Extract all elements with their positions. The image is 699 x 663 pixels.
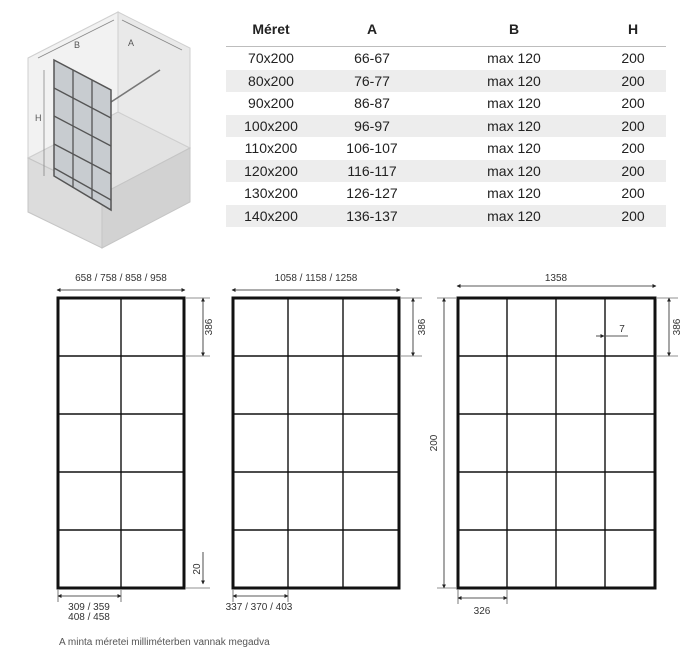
- drawing1-bottom-label: 20: [192, 563, 203, 575]
- drawing2-frame: [233, 298, 399, 588]
- shower-isometric-illustration: [22, 8, 197, 250]
- cell-h: 200: [621, 95, 645, 112]
- cell-b: max 120: [487, 185, 541, 202]
- drawing2-width-label: 1058 / 1158 / 1258: [274, 273, 358, 284]
- cell-b: max 120: [428, 70, 600, 93]
- size-table: [226, 12, 666, 227]
- cell-a: 96-97: [316, 115, 428, 138]
- drawing3-height-label: 200: [429, 434, 440, 452]
- cell-b: max 120: [487, 50, 541, 67]
- iso-label-b: B: [74, 40, 81, 50]
- table-row: [226, 115, 666, 138]
- header-h: H: [600, 12, 666, 47]
- table-header-row: [226, 12, 666, 47]
- cell-h: 200: [600, 160, 666, 183]
- cell-h: 200: [621, 185, 645, 202]
- cell-b: max 120: [428, 205, 600, 228]
- cell-b: max 120: [487, 140, 541, 157]
- cell-h: 200: [621, 50, 645, 67]
- cell-h: 200: [621, 140, 645, 157]
- cell-a: 86-87: [354, 95, 390, 112]
- cell-size: 110x200: [244, 140, 298, 157]
- table-row: [226, 47, 666, 70]
- header-a: A: [316, 12, 428, 47]
- header-b: B: [428, 12, 600, 47]
- drawing3-width-label: 1358: [544, 273, 568, 284]
- drawing1-col-label-1: 309 / 359: [68, 602, 110, 613]
- cell-a: 116-117: [316, 160, 428, 183]
- measurement-note: A minta méretei milliméterben vannak megadva: [59, 637, 270, 648]
- drawing-1: [57, 273, 215, 623]
- cell-size: 140x200: [226, 205, 316, 228]
- iso-label-h: H: [35, 113, 42, 123]
- drawing2-col-label: 337 / 370 / 403: [225, 602, 293, 613]
- table-row: [226, 70, 666, 93]
- cell-size: 80x200: [226, 70, 316, 93]
- cell-h: 200: [600, 115, 666, 138]
- cell-a: 66-67: [354, 50, 390, 67]
- drawing3-frame-label: 7: [619, 324, 625, 335]
- cell-a: 136-137: [316, 205, 428, 228]
- cell-b: max 120: [428, 160, 600, 183]
- table-row: [226, 137, 666, 160]
- table-row: [226, 205, 666, 228]
- drawing3-top-label: 386: [672, 318, 683, 336]
- cell-size: 130x200: [244, 185, 298, 202]
- cell-size: 90x200: [248, 95, 294, 112]
- drawing-2: [226, 273, 428, 613]
- iso-label-a: A: [128, 38, 135, 48]
- table-row: [226, 182, 666, 205]
- drawing3-col-label: 326: [473, 606, 491, 617]
- cell-size: 70x200: [248, 50, 294, 67]
- drawing1-width-label: 658 / 758 / 858 / 958: [75, 273, 167, 284]
- drawing1-col-label-2: 408 / 458: [68, 612, 110, 623]
- cell-a: 106-107: [346, 140, 398, 157]
- cell-b: max 120: [428, 115, 600, 138]
- cell-h: 200: [600, 205, 666, 228]
- technical-drawings: [0, 262, 699, 634]
- cell-size: 120x200: [226, 160, 316, 183]
- header-meret: Méret: [226, 12, 316, 47]
- drawing1-top-label: 386: [204, 318, 215, 336]
- table-row: [226, 92, 666, 115]
- drawing-3: [429, 273, 683, 617]
- cell-a: 126-127: [346, 185, 398, 202]
- cell-a: 76-77: [316, 70, 428, 93]
- table-row: [226, 160, 666, 183]
- drawing2-top-label: 386: [417, 318, 428, 336]
- cell-b: max 120: [487, 95, 541, 112]
- cell-h: 200: [600, 70, 666, 93]
- cell-size: 100x200: [226, 115, 316, 138]
